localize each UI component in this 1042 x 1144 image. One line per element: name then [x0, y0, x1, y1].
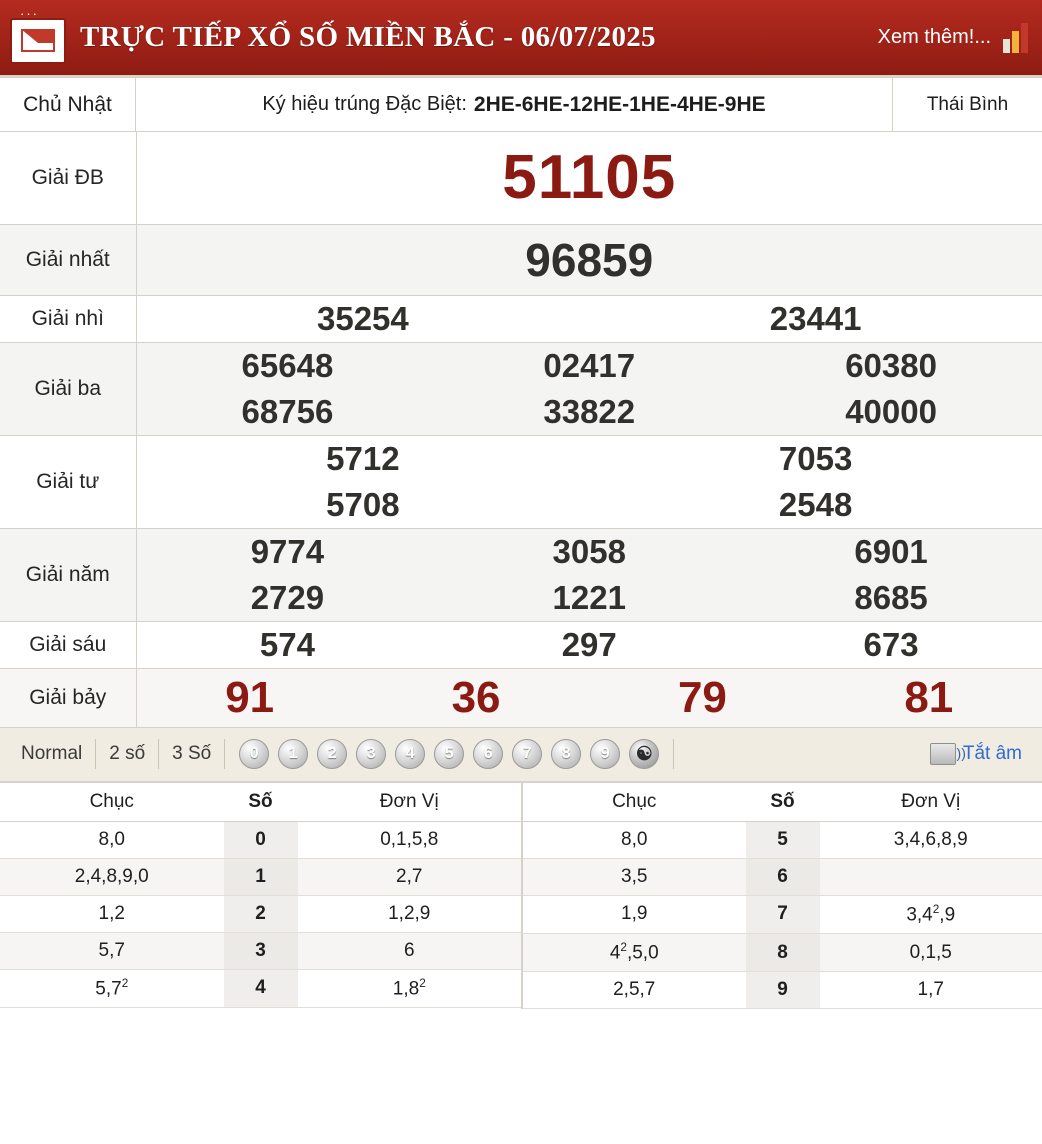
- digit-filter-6[interactable]: 6: [473, 739, 503, 769]
- stats-row: [0, 969, 521, 1007]
- stats-row: [0, 821, 521, 858]
- toolbar: [0, 728, 1042, 782]
- prize-label: Giải bảy: [0, 668, 136, 727]
- prize-number: 51105: [502, 143, 677, 212]
- stats-cell-chuc: 2,4,8,9,0: [0, 858, 224, 895]
- stats-cell-donvi: 1,2,9: [298, 895, 522, 932]
- stats-cell-so: 0: [224, 821, 298, 858]
- prize-row: [0, 528, 1042, 621]
- stats-row: [523, 895, 1042, 933]
- prize-number: 23441: [769, 299, 862, 337]
- prize-number: 6901: [854, 532, 928, 570]
- prize-number: 35254: [316, 299, 409, 337]
- prize-number: 3058: [552, 532, 626, 570]
- two-digit-button[interactable]: 2 số: [109, 743, 146, 765]
- stats-cell-so: 1: [224, 858, 298, 895]
- prize-numbers-grid: [137, 343, 1042, 435]
- digit-filter-8[interactable]: 8: [551, 739, 581, 769]
- stats-section: [0, 782, 1042, 1010]
- stats-cell-so: 8: [746, 934, 820, 972]
- stats-row: [0, 895, 521, 932]
- prize-number: 9774: [250, 532, 325, 570]
- stats-cell-chuc: 1,2: [0, 895, 224, 932]
- stats-header-row: [0, 783, 521, 822]
- prize-number: 1221: [552, 578, 626, 616]
- mute-label: Tắt âm: [962, 743, 1022, 765]
- stats-header-chuc: Chục: [523, 783, 746, 822]
- stats-cell-so: 6: [746, 858, 820, 895]
- prize-number: 574: [259, 625, 315, 663]
- prize-numbers-grid: [137, 225, 1042, 295]
- stats-cell-donvi: 0,1,5,8: [298, 821, 522, 858]
- stats-header-donvi: Đơn Vị: [298, 783, 522, 822]
- toolbar-divider: [673, 739, 674, 769]
- stats-cell-donvi: 2,7: [298, 858, 522, 895]
- prize-numbers-grid: [137, 296, 1042, 342]
- digit-filter-group: [225, 739, 673, 769]
- prize-row: [0, 295, 1042, 342]
- stats-cell-chuc: 2,5,7: [523, 972, 746, 1009]
- digit-filter-4[interactable]: 4: [395, 739, 425, 769]
- prize-number: 79: [677, 672, 727, 722]
- stats-cell-donvi: [820, 858, 1042, 895]
- stats-cell-chuc: 1,9: [523, 895, 746, 933]
- special-code-value: 2HE-6HE-12HE-1HE-4HE-9HE: [473, 92, 766, 116]
- stats-row: [523, 934, 1042, 972]
- stats-header-donvi: Đơn Vị: [820, 783, 1042, 822]
- app-header: [0, 0, 1042, 78]
- digit-filter-5[interactable]: 5: [434, 739, 464, 769]
- prize-numbers-grid: [137, 132, 1042, 224]
- digit-filter-2[interactable]: 2: [317, 739, 347, 769]
- stats-cell-so: 5: [746, 821, 820, 858]
- stats-cell-so: 9: [746, 972, 820, 1009]
- prize-number: 7053: [778, 439, 853, 477]
- subheader-row: [0, 78, 1042, 132]
- stats-cell-donvi: 0,1,5: [820, 934, 1042, 972]
- stats-cell-chuc: 8,0: [523, 821, 746, 858]
- stats-row: [523, 821, 1042, 858]
- digit-filter-7[interactable]: 7: [512, 739, 542, 769]
- stats-cell-donvi: $3,4^2,9$: [820, 895, 1042, 933]
- mute-button[interactable]: [930, 743, 1034, 765]
- mail-icon-envelope: [21, 29, 55, 52]
- page-title: TRỰC TIẾP XỔ SỐ MIỀN BẮC - 06/07/2025: [80, 21, 656, 53]
- prize-number: 297: [561, 625, 617, 663]
- stats-row: [0, 932, 521, 969]
- province-label: Thái Bình: [892, 78, 1042, 131]
- stats-cell-so: 2: [224, 895, 298, 932]
- stats-header-chuc: Chục: [0, 783, 224, 822]
- prize-label: Giải nhì: [0, 295, 136, 342]
- stats-row: [523, 972, 1042, 1009]
- three-digit-button[interactable]: 3 Số: [172, 743, 212, 765]
- prize-table: [0, 132, 1042, 728]
- stats-cell-chuc: $5,7^2$: [0, 969, 224, 1007]
- prize-number: 60380: [845, 346, 937, 384]
- mail-icon: [10, 5, 66, 64]
- bar-chart-icon[interactable]: [1003, 23, 1028, 53]
- weekday-label: Chủ Nhật: [0, 78, 136, 131]
- stats-row: [523, 858, 1042, 895]
- mail-icon-dots: ···: [20, 5, 39, 21]
- prize-label: Giải tư: [0, 435, 136, 528]
- prize-row: [0, 132, 1042, 224]
- prize-number: 91: [225, 672, 275, 722]
- speaker-icon: [930, 743, 956, 765]
- prize-row: [0, 435, 1042, 528]
- prize-numbers-cell: [136, 435, 1042, 528]
- special-code-cell: [136, 78, 892, 131]
- stats-cell-chuc: 5,7: [0, 932, 224, 969]
- prize-number: 65648: [241, 346, 334, 384]
- prize-numbers-cell: [136, 621, 1042, 668]
- header-right-group: [878, 23, 1028, 53]
- prize-label: Giải ba: [0, 342, 136, 435]
- stats-header-so: Số: [746, 783, 820, 822]
- stats-cell-donvi: 3,4,6,8,9: [820, 821, 1042, 858]
- prize-number: 68756: [241, 392, 334, 430]
- stats-cell-chuc: $4^2,5,0$: [523, 934, 746, 972]
- prize-number: 2729: [250, 578, 325, 616]
- stats-left: [0, 783, 521, 1010]
- stats-cell-so: 3: [224, 932, 298, 969]
- stats-table-left: [0, 783, 521, 1008]
- stats-right: [521, 783, 1042, 1010]
- prize-number: 40000: [845, 392, 937, 430]
- stats-row: [0, 858, 521, 895]
- digit-filter-9[interactable]: 9: [590, 739, 620, 769]
- prize-numbers-grid: [137, 622, 1042, 668]
- stats-cell-donvi: 6: [298, 932, 522, 969]
- prize-row: [0, 621, 1042, 668]
- stats-cell-so: 7: [746, 895, 820, 933]
- stats-cell-donvi: 1,7: [820, 972, 1042, 1009]
- prize-number: 33822: [543, 392, 636, 430]
- prize-numbers-cell: [136, 132, 1042, 224]
- prize-label: Giải sáu: [0, 621, 136, 668]
- prize-number: 8685: [854, 578, 928, 616]
- stats-cell-donvi: $1,8^2$: [298, 969, 522, 1007]
- digit-filter-3[interactable]: 3: [356, 739, 386, 769]
- prize-number: 36: [451, 672, 501, 722]
- prize-numbers-cell: [136, 224, 1042, 295]
- digit-filter-0[interactable]: 0: [239, 739, 269, 769]
- prize-number: 2548: [778, 485, 853, 523]
- mode-normal-button[interactable]: Normal: [21, 743, 83, 765]
- stats-cell-chuc: 3,5: [523, 858, 746, 895]
- prize-number: 673: [863, 625, 919, 663]
- prize-label: Giải năm: [0, 528, 136, 621]
- prize-numbers-cell: [136, 668, 1042, 727]
- prize-number: 81: [904, 672, 954, 722]
- prize-numbers-grid: [137, 436, 1042, 528]
- prize-row: [0, 342, 1042, 435]
- prize-numbers-cell: [136, 342, 1042, 435]
- see-more-link[interactable]: Xem thêm!...: [877, 26, 991, 48]
- prize-numbers-cell: [136, 295, 1042, 342]
- stats-table-right: [523, 783, 1042, 1010]
- stats-header-row: [523, 783, 1042, 822]
- special-code-label: Ký hiệu trúng Đặc Biệt:: [262, 93, 467, 115]
- prize-numbers-cell: [136, 528, 1042, 621]
- prize-label: Giải nhất: [0, 224, 136, 295]
- prize-numbers-grid: [137, 529, 1042, 621]
- prize-label: Giải ĐB: [0, 132, 136, 224]
- prize-row: [0, 668, 1042, 727]
- prize-number: 96859: [525, 233, 654, 286]
- yinyang-icon[interactable]: ☯: [629, 739, 659, 769]
- digit-filter-1[interactable]: 1: [278, 739, 308, 769]
- stats-header-so: Số: [224, 783, 298, 822]
- prize-numbers-grid: [137, 669, 1042, 727]
- prize-number: 02417: [543, 346, 636, 384]
- stats-cell-so: 4: [224, 969, 298, 1007]
- prize-number: 5708: [326, 485, 400, 523]
- prize-number: 5712: [326, 439, 400, 477]
- prize-row: [0, 224, 1042, 295]
- stats-cell-chuc: 8,0: [0, 821, 224, 858]
